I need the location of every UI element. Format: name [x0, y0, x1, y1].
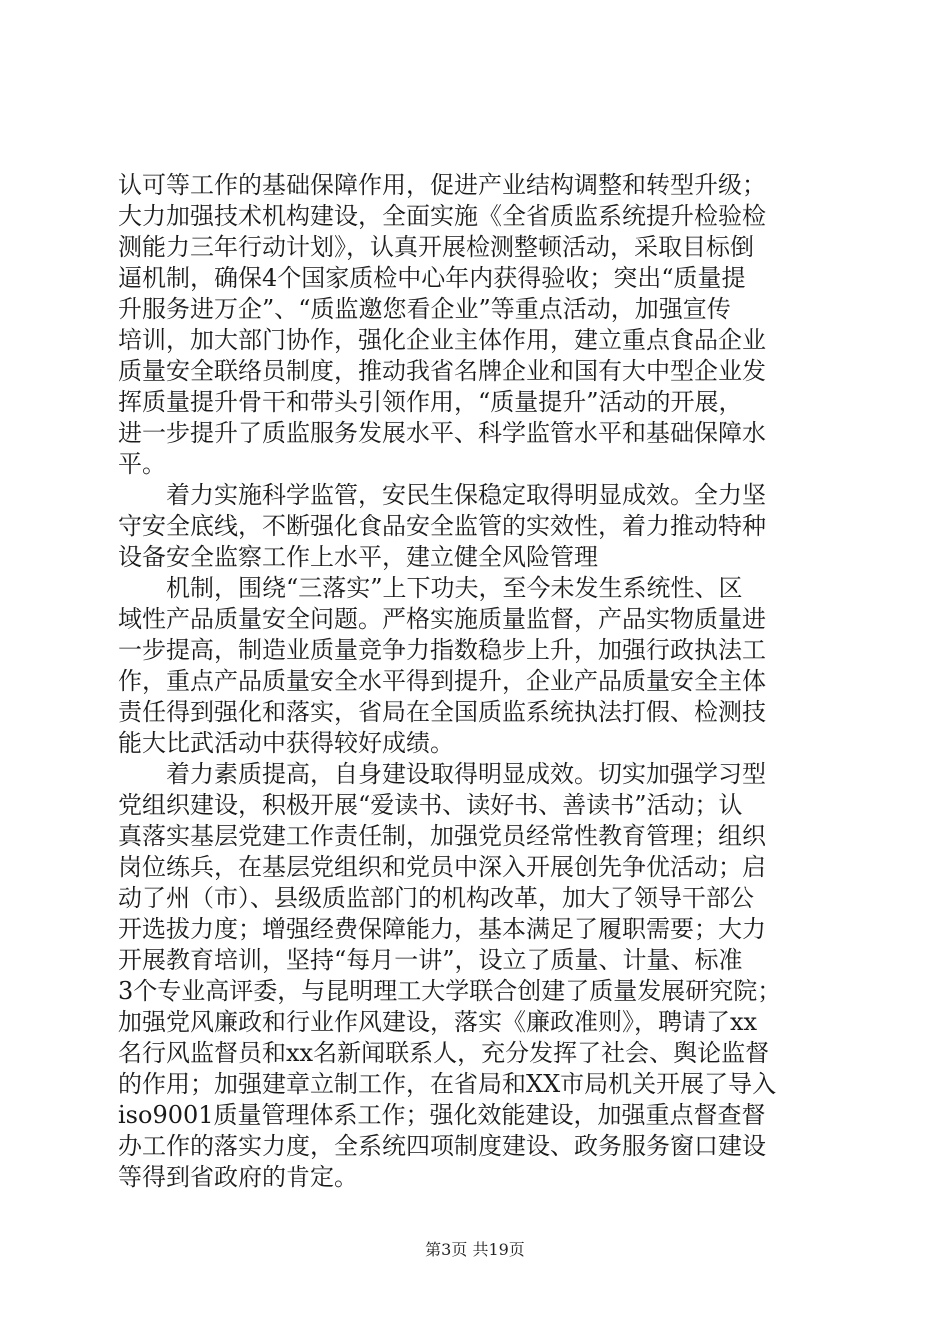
text-line: 办工作的落实力度，全系统四项制度建设、政务服务窗口建设: [118, 1132, 766, 1160]
text-line: 3个专业高评委，与昆明理工大学联合创建了质量发展研究院；: [118, 977, 782, 1005]
text-line: 责任得到强化和落实，省局在全国质监系统执法打假、检测技: [118, 698, 766, 726]
text-line: 逼机制，确保4个国家质检中心年内获得验收；突出“质量提: [118, 264, 746, 292]
text-line: 一步提高，制造业质量竞争力指数稳步上升，加强行政执法工: [118, 636, 766, 664]
text-line: 培训，加大部门协作，强化企业主体作用，建立重点食品企业: [118, 326, 766, 354]
page-number-footer: 第3页 共19页: [425, 1240, 525, 1259]
text-line: 等得到省政府的肯定。: [118, 1163, 358, 1191]
text-line: 真落实基层党建工作责任制，加强党员经常性教育管理；组织: [118, 822, 766, 850]
text-line: 作，重点产品质量安全水平得到提升，企业产品质量安全主体: [118, 667, 766, 695]
document-body: [118, 170, 838, 1193]
text-line: 党组织建设，积极开展“爱读书、读好书、善读书”活动；认: [118, 791, 743, 819]
text-line: 名行风监督员和xx名新闻联系人，充分发挥了社会、舆论监督: [118, 1039, 770, 1067]
paragraph-start-line: 着力素质提高，自身建设取得明显成效。切实加强学习型: [166, 760, 766, 788]
text-line: 认可等工作的基础保障作用，促进产业结构调整和转型升级；: [118, 171, 766, 199]
text-line: 测能力三年行动计划》，认真开展检测整顿活动，采取目标倒: [118, 233, 754, 261]
text-line: 动了州（市）、县级质监部门的机构改革，加大了领导干部公: [118, 884, 754, 912]
text-line: 域性产品质量安全问题。严格实施质量监督，产品实物质量进: [118, 605, 766, 633]
text-line: 挥质量提升骨干和带头引领作用，“质量提升”活动的开展，: [118, 388, 743, 416]
text-line: 大力加强技术机构建设，全面实施《全省质监系统提升检验检: [118, 202, 766, 230]
text-line: 设备安全监察工作上水平，建立健全风险管理: [118, 543, 598, 571]
text-line: 能大比武活动中获得较好成绩。: [118, 729, 454, 757]
text-line: 的作用；加强建章立制工作，在省局和XX市局机关开展了导入: [118, 1070, 777, 1098]
text-line: 进一步提升了质监服务发展水平、科学监管水平和基础保障水: [118, 419, 766, 447]
text-line: 平。: [118, 450, 166, 478]
paragraph-start-line: 着力实施科学监管，安民生保稳定取得明显成效。全力坚: [166, 481, 766, 509]
text-line: 守安全底线，不断强化食品安全监管的实效性，着力推动特种: [118, 512, 766, 540]
paragraph-start-line: 机制，围绕“三落实”上下功夫，至今未发生系统性、区: [166, 574, 743, 602]
text-line: 开展教育培训，坚持“每月一讲”，设立了质量、计量、标准: [118, 946, 743, 974]
text-line: 岗位练兵，在基层党组织和党员中深入开展创先争优活动；启: [118, 853, 766, 881]
text-line: iso9001质量管理体系工作；强化效能建设，加强重点督查督: [118, 1101, 766, 1129]
text-line: 质量安全联络员制度，推动我省名牌企业和国有大中型企业发: [118, 357, 766, 385]
text-line: 开选拔力度；增强经费保障能力，基本满足了履职需要；大力: [118, 915, 766, 943]
text-line: 加强党风廉政和行业作风建设，落实《廉政准则》，聘请了xx: [118, 1008, 758, 1036]
text-line: 升服务进万企”、“质监邀您看企业”等重点活动，加强宣传: [118, 295, 731, 323]
